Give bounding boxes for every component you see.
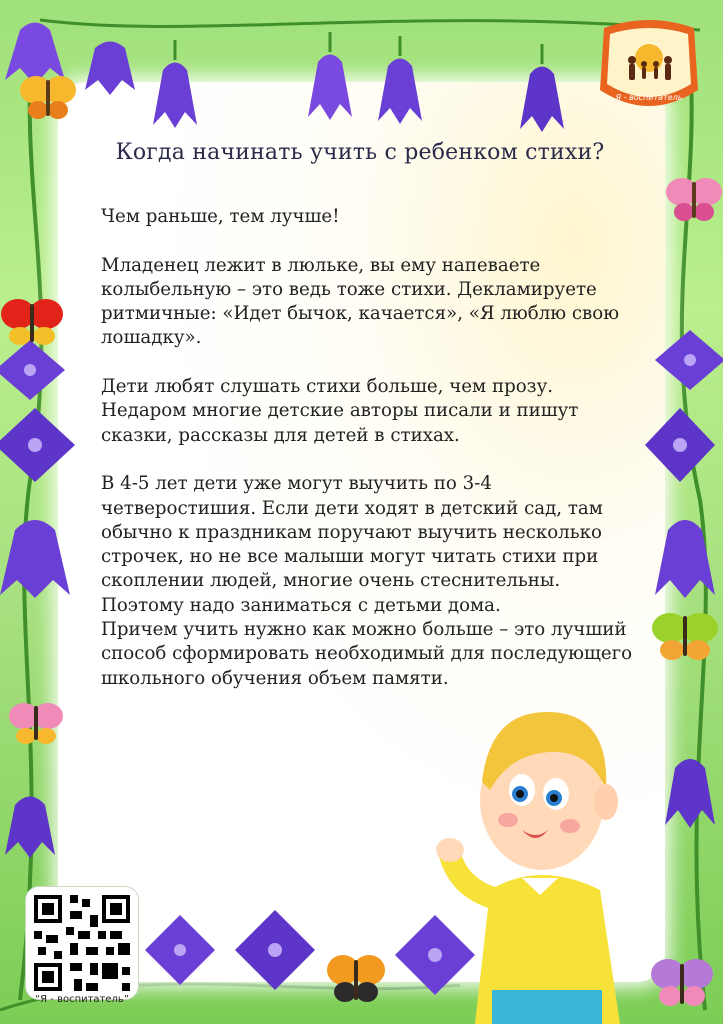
bellflower-icon xyxy=(660,740,720,830)
bellflower-icon xyxy=(650,320,723,400)
paragraph: Младенец лежит в люльке, вы ему напеваете колыбельную – это ведь тоже стихи. Декламируете ритмичные: «Идет бычок, качается», «Я люблю свою лошадку». xyxy=(101,254,620,349)
paragraph: Чем раньше, тем лучше! xyxy=(101,206,340,227)
logo-caption: Я - воспитатель xyxy=(615,93,683,102)
qr-caption: “Я - воспитатель” xyxy=(34,994,130,1005)
butterfly-icon xyxy=(664,174,723,224)
bellflower-icon xyxy=(0,400,80,490)
qr-code-icon xyxy=(34,895,130,991)
paragraph: Причем учить нужно как можно больше – это лучший способ сформировать необходимый для последующего школьного обучения объем памяти. xyxy=(101,619,633,689)
butterfly-icon xyxy=(650,608,720,664)
bellflower-icon xyxy=(640,400,720,490)
butterfly-icon xyxy=(650,956,714,1010)
bellflower-icon xyxy=(145,40,205,130)
paragraph: В 4-5 лет дети уже могут выучить по 3-4 четверостишия. Если дети ходят в детский сад, там обычно к праздникам поручают выучить несколько строчек, но не все малыши могут читать стихи при скоплении людей, многие очень стеснительны. Поэтому надо заниматься с детьми дома. xyxy=(101,473,603,616)
bellflower-icon xyxy=(80,30,140,100)
bellflower-icon xyxy=(370,36,430,126)
boy-illustration xyxy=(430,690,650,1024)
bellflower-icon xyxy=(650,500,720,600)
butterfly-icon xyxy=(326,952,386,1006)
family-logo-icon xyxy=(594,18,704,116)
bellflower-icon xyxy=(230,905,320,995)
butterfly-icon xyxy=(18,72,78,122)
paragraph: Дети любят слушать стихи больше, чем прозу. Недаром многие детские авторы писали и пишут сказки, рассказы для детей в стихах. xyxy=(101,376,579,446)
page-title: Когда начинать учить с ребенком стихи? xyxy=(115,140,605,165)
qr-code[interactable] xyxy=(25,886,139,1000)
bellflower-icon xyxy=(0,780,60,860)
bellflower-icon xyxy=(140,910,220,990)
butterfly-icon xyxy=(8,700,64,748)
bellflower-icon xyxy=(512,44,572,134)
bellflower-icon xyxy=(0,500,75,600)
bellflower-icon xyxy=(300,32,360,122)
article-body xyxy=(101,205,641,691)
butterfly-icon xyxy=(0,296,64,348)
